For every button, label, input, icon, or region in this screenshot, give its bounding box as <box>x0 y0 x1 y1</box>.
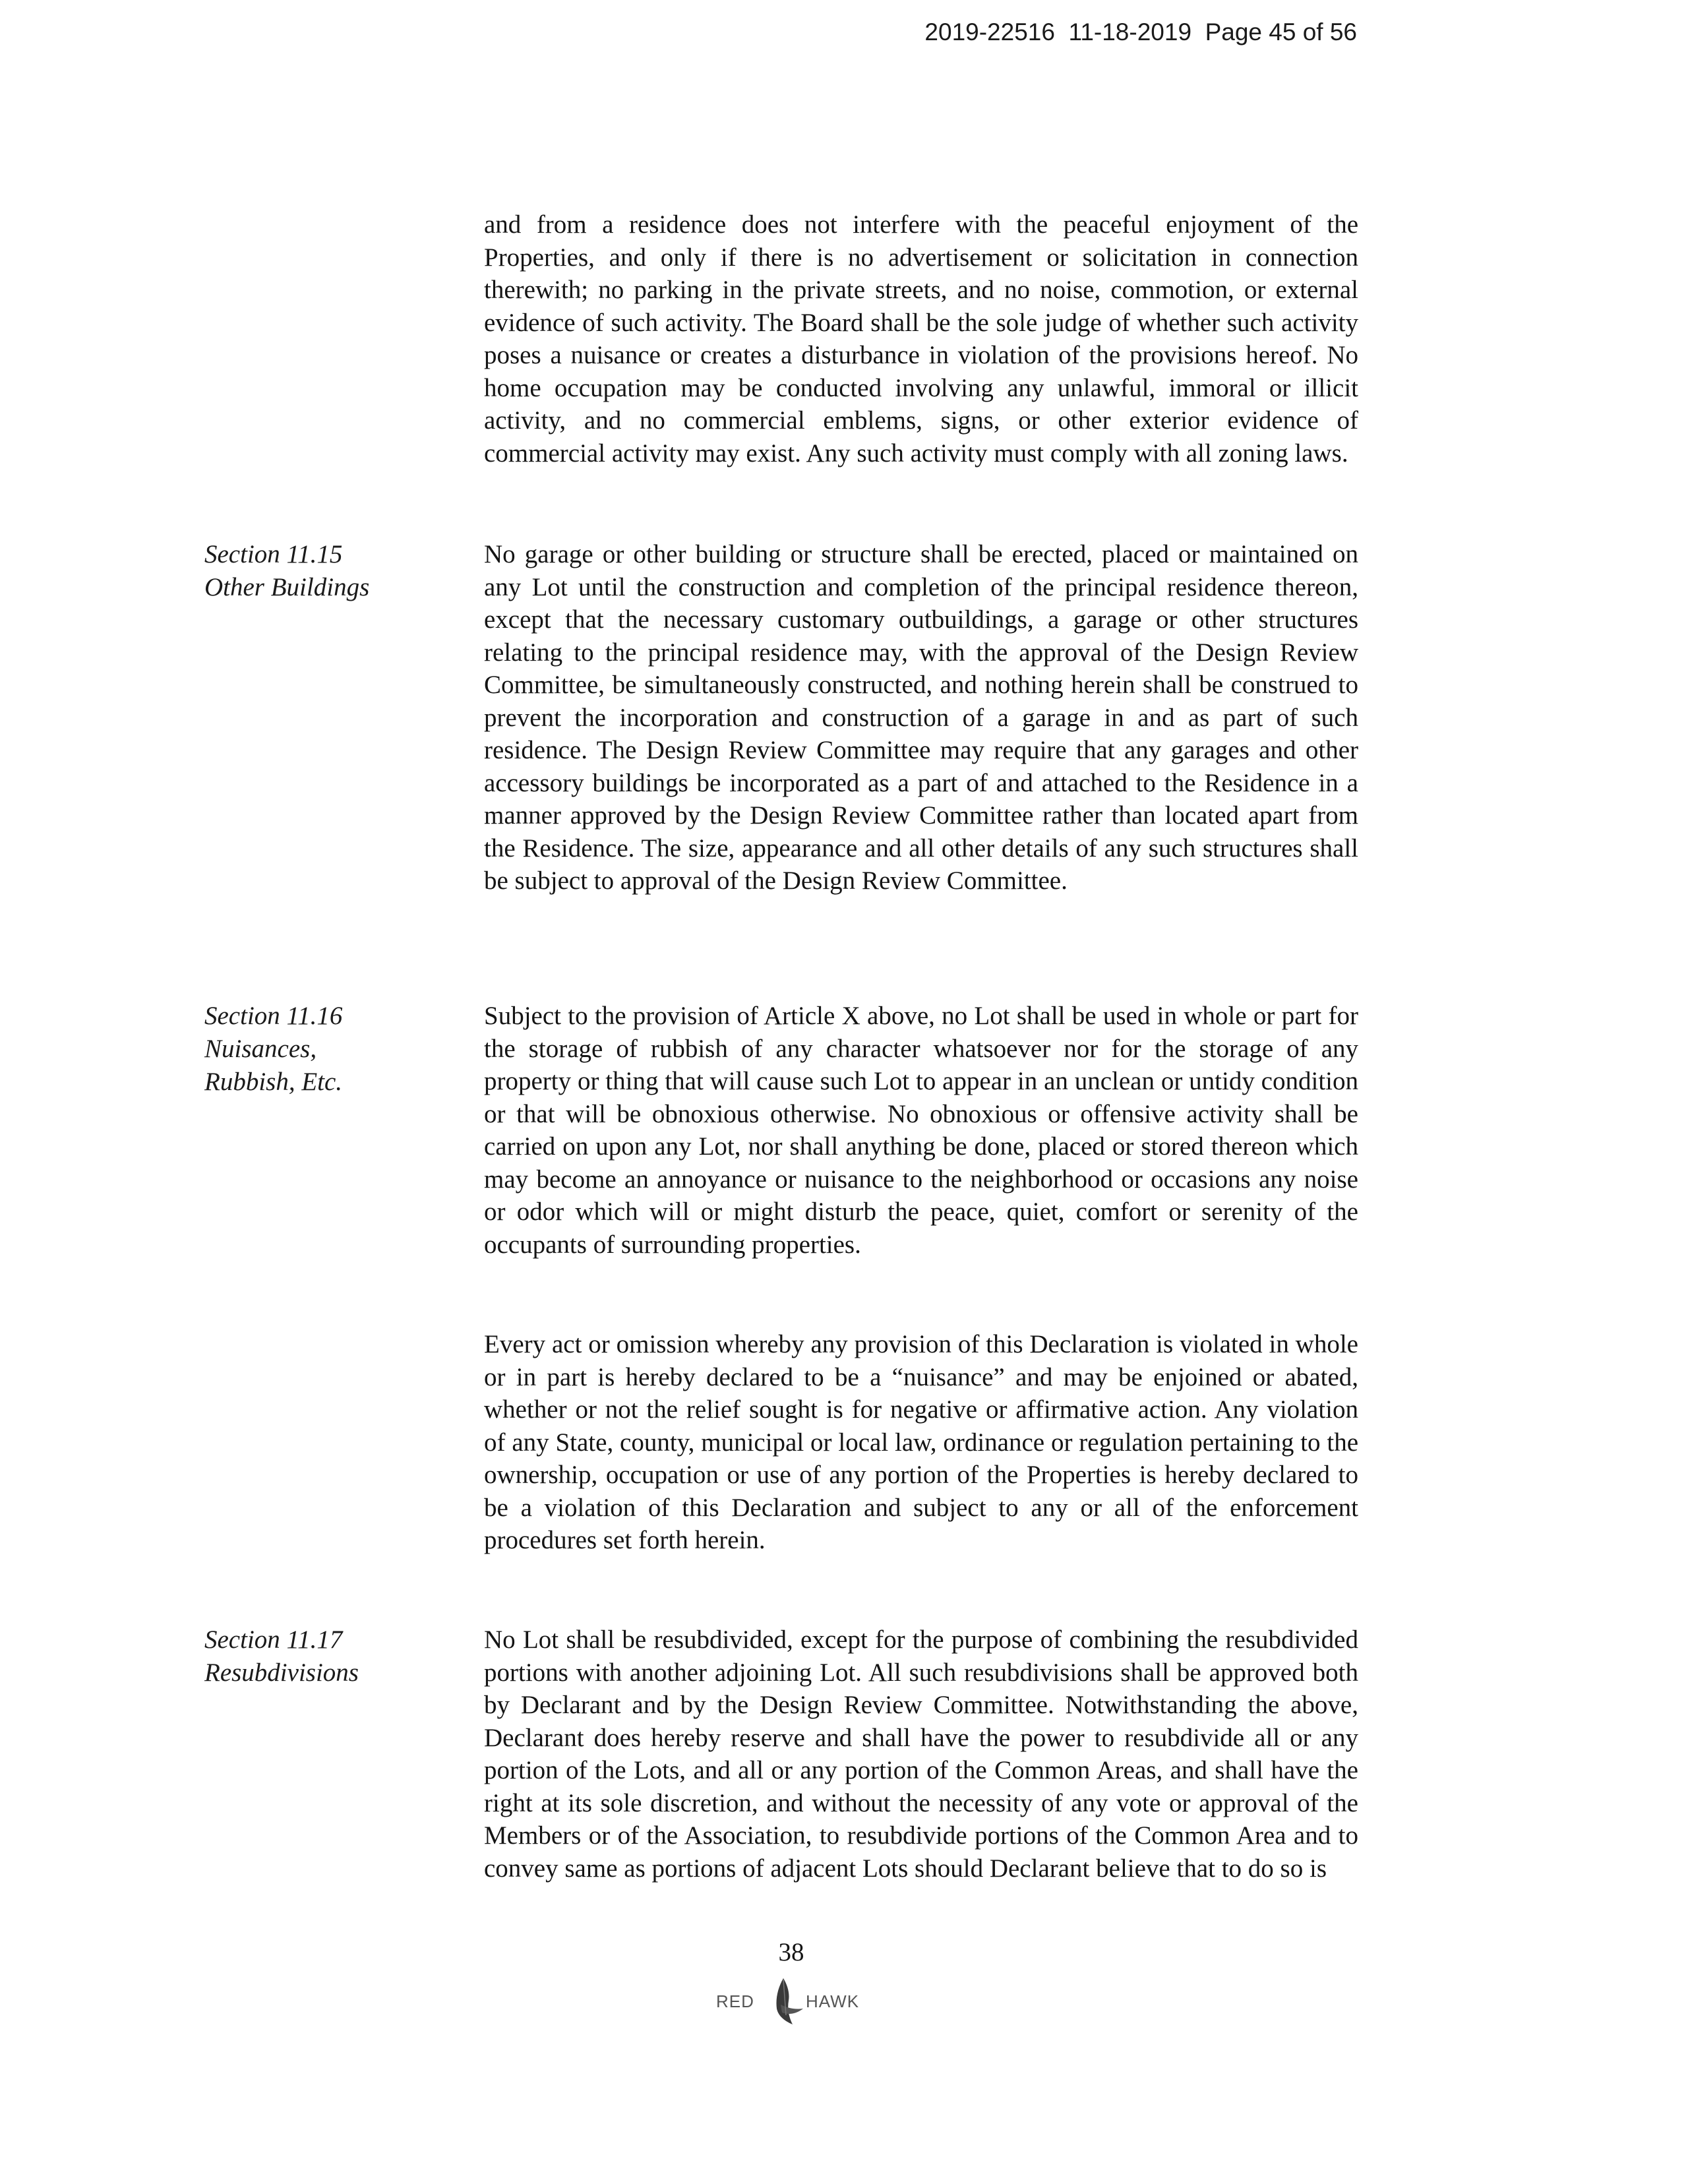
body-paragraph: Subject to the provision of Article X above, no Lot shall be used in whole or part for the storage of rubbish of any character whatsoever nor for the storage of any property or thing that will cause such Lot to appear in an unclean or untidy condition or that will be obnoxious otherwise. No obnoxious or offensive activity shall be carried on upon any Lot, nor shall anything be done, placed or stored thereon which may become an annoyance or nuisance to the neighborhood or occasions any noise or odor which will or might disturb the peace, quiet, comfort or serenity of the occupants of surrounding properties. <box>484 1002 1358 1259</box>
section-number: Section 11.17 <box>204 1625 343 1654</box>
page-number: 38 <box>778 1938 804 1966</box>
section-title-line-1: Nuisances, <box>204 1035 317 1063</box>
body-paragraph: No garage or other building or structure shall be erected, placed or maintained on any Lot until the construction and completion of the principal residence thereon, except that the necessary customary outbuildings, a garage or other structures relating to the principal residence may, with the approval of the Design Review Committee, be simultaneously constructed, and nothing herein shall be construed to prevent the incorporation and construction of a garage in and as part of such residence. The Design Review Committee may require that any garages and other accessory buildings be incorporated as a part of and attached to the Residence in a manner approved by the Design Review Committee rather than located apart from the Residence. The size, appearance and all other details of any such structures shall be subject to approval of the Design Review Committee. <box>484 540 1358 895</box>
body-paragraph: No Lot shall be resubdivided, except for the purpose of combining the resubdivided portions with another adjoining Lot. All such resubdivisions shall be approved both by Declarant and by the Design Review Committee. Notwithstanding the above, Declarant does hereby reserve and shall have the power to resubdivide all or any portion of the Lots, and all or any portion of the Common Areas, and shall have the right at its sole discretion, and without the necessity of any vote or approval of the Members or of the Association, to resubdivide portions of the Common Area and to convey same as portions of adjacent Lots should Declarant believe that to do so is <box>484 1625 1358 1883</box>
body-paragraph: and from a residence does not interfere with the peaceful enjoyment of the Properties, and only if there is no advertisement or solicitation in connection therewith; no parking in the private streets, and no noise, commotion, or external evidence of such activity. The Board shall be the sole judge of whether such activity poses a nuisance or creates a disturbance in violation of the provisions hereof. No home occupation may be conducted involving any unlawful, immoral or illicit activity, and no commercial emblems, signs, or other exterior evidence of commercial activity may exist. Any such activity must comply with all zoning laws. <box>484 210 1358 468</box>
section-title: Resubdivisions <box>204 1658 359 1687</box>
body-paragraph: Every act or omission whereby any provision of this Declaration is violated in whole or in part is hereby declared to be a “nuisance” and may be enjoined or abated, whether or not the relief sought is for negative or affirmative action. Any violation of any State, county, municipal or local law, ordinance or regulation pertaining to the ownership, occupation or use of any portion of the Properties is hereby declared to be a violation of this Declaration and subject to any or all of the enforcement procedures set forth herein. <box>484 1330 1358 1554</box>
section-heading <box>204 1623 422 1689</box>
section-title-line-2: Rubbish, Etc. <box>204 1068 343 1096</box>
recording-stamp: 2019-22516 11-18-2019 Page 45 of 56 <box>924 18 1357 46</box>
hawk-feather-icon <box>764 1976 806 2027</box>
section-number: Section 11.15 <box>204 540 343 568</box>
logo-text-left: RED <box>716 1991 754 2011</box>
section-title: Other Buildings <box>204 573 370 601</box>
section-heading <box>204 1000 422 1099</box>
logo-text-right: HAWK <box>806 1991 860 2011</box>
section-heading <box>204 538 422 604</box>
section-number: Section 11.16 <box>204 1002 343 1030</box>
red-hawk-logo <box>716 1976 861 2027</box>
